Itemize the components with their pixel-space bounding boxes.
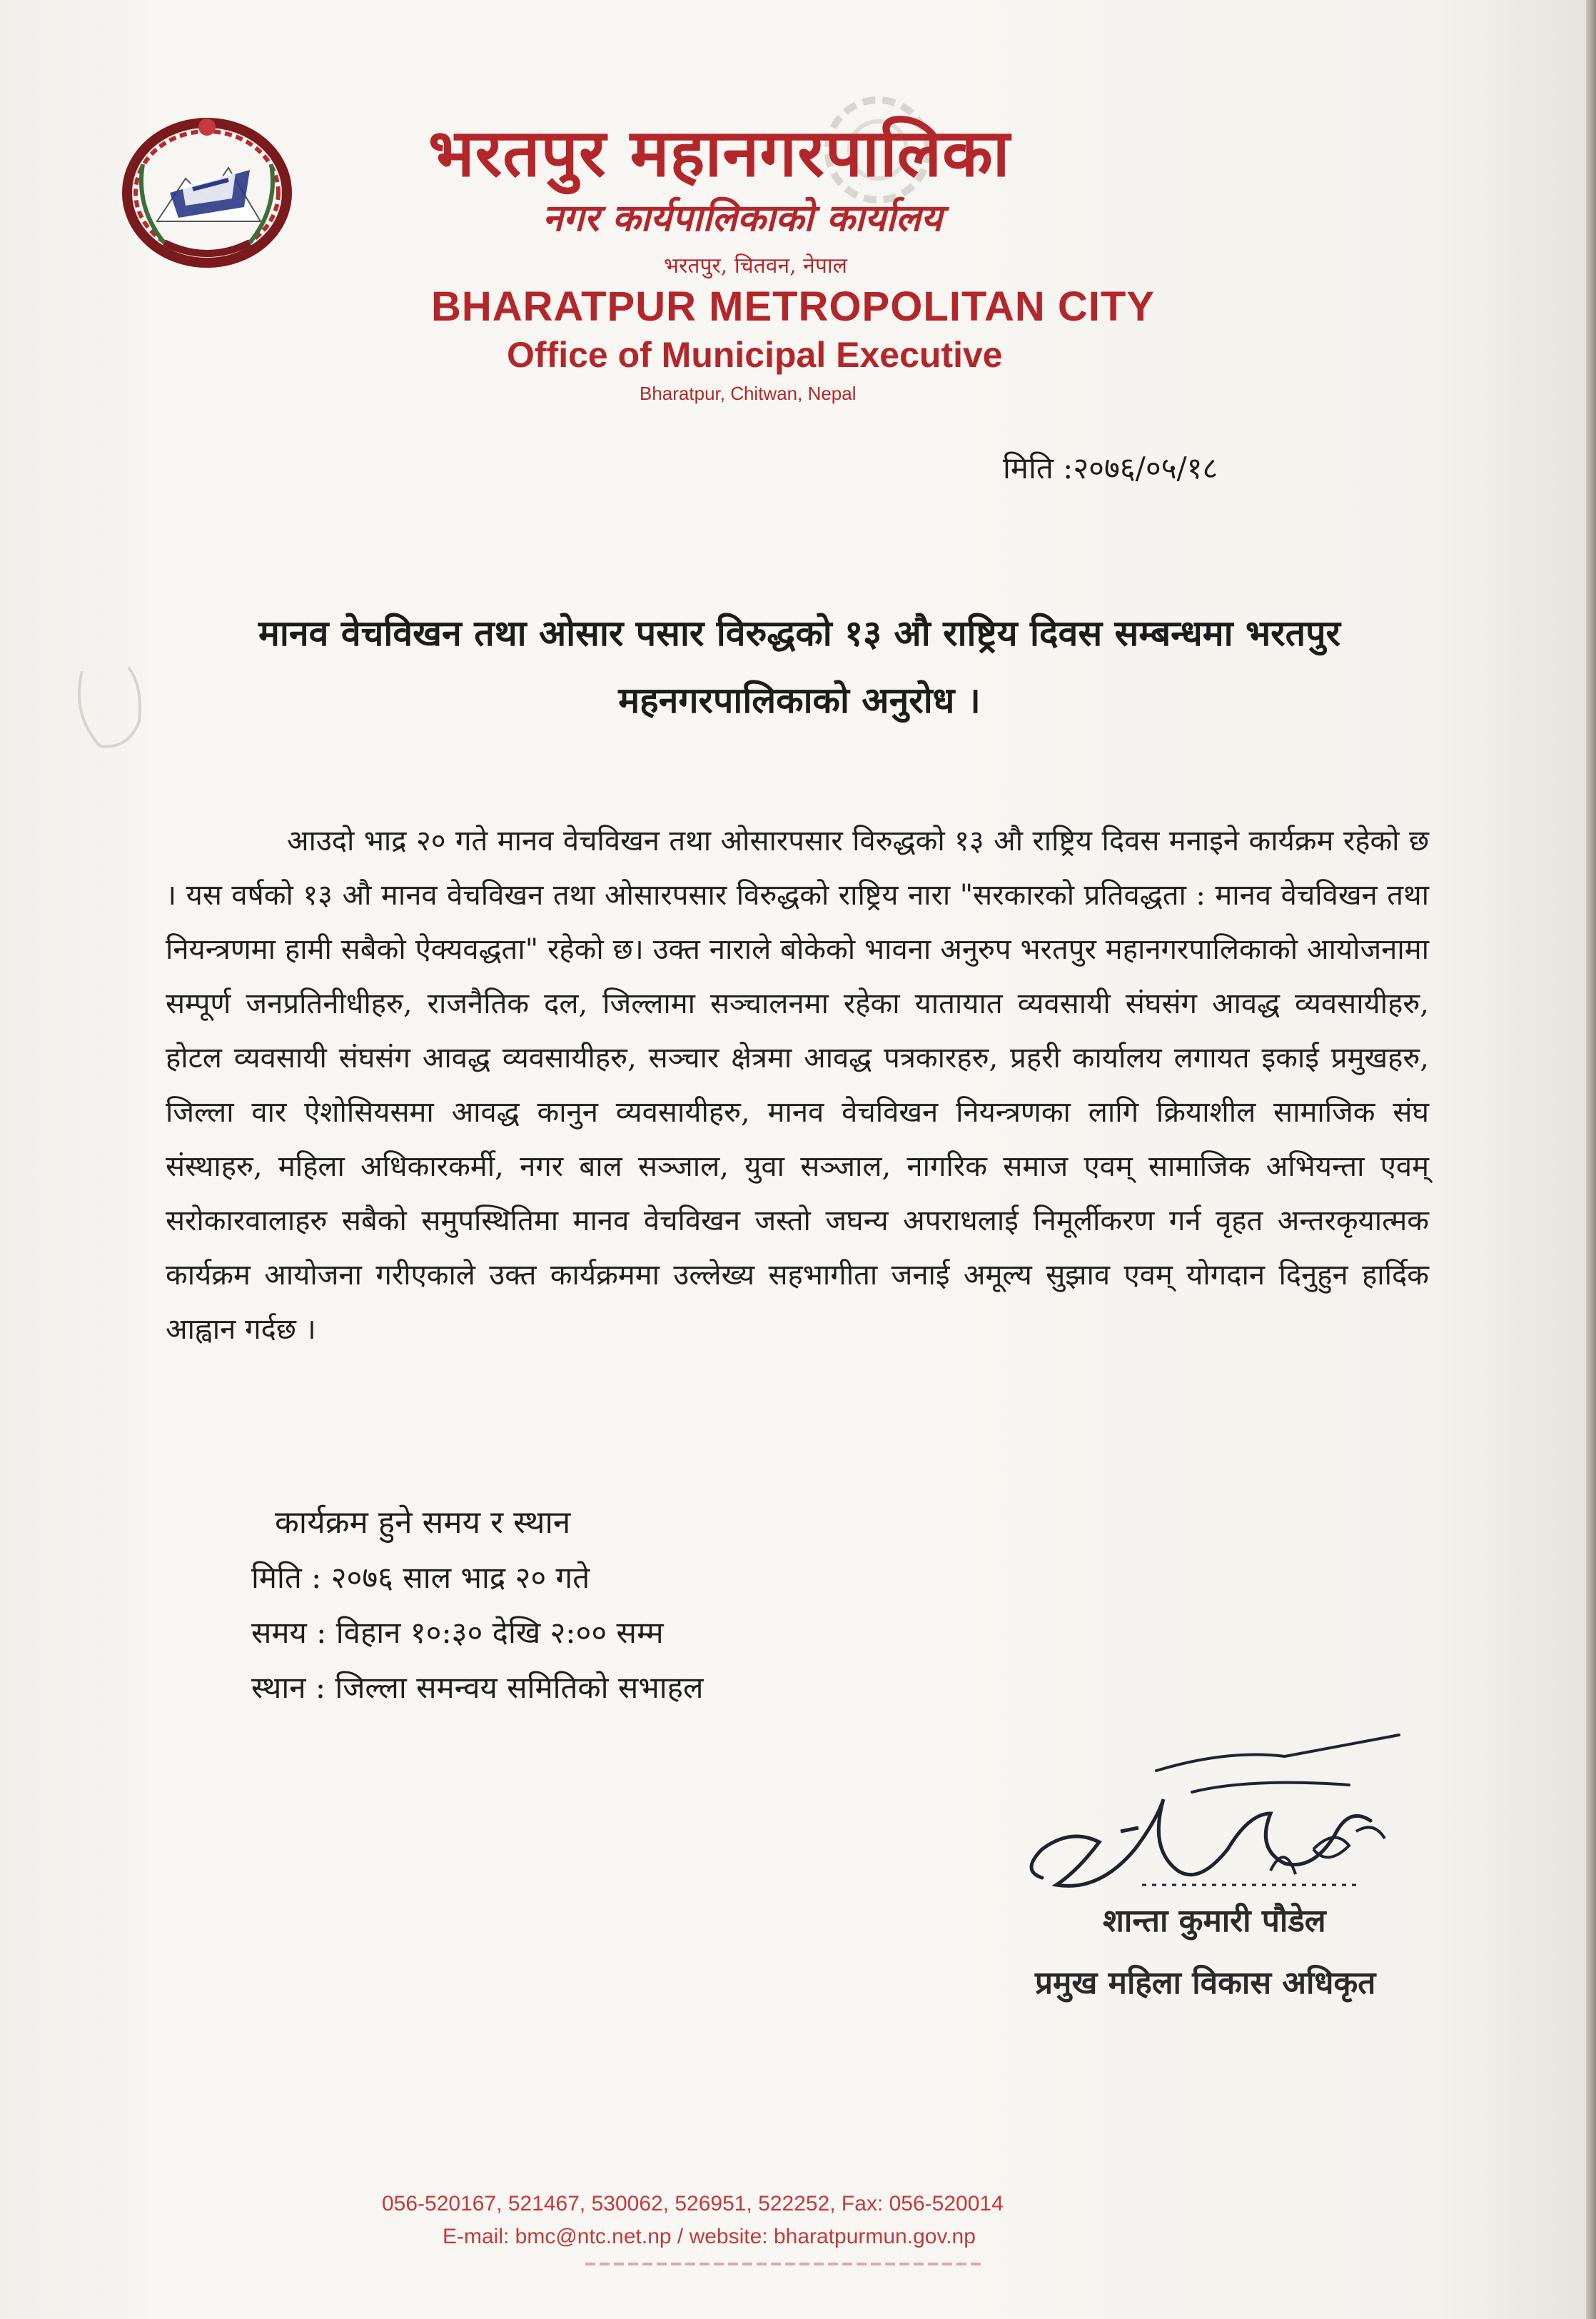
letter-date: मिति :२०७६/०५/१८ [1003, 451, 1218, 486]
letter-body: आउदो भाद्र २० गते मानव वेचविखन तथा ओसारपसार विरुद्धको १३ औ राष्ट्रिय दिवस मनाइने कार्यक्रम रहेको छ । यस वर्षको १३ औ मानव वेचविखन तथा ओसारपसार विरुद्धको राष्ट्रिय नारा "सरकारको प्रतिवद्धता : मानव वेचविखन तथा नियन्त्रणमा हामी सबैको ऐक्यवद्धता" रहेको छ। उक्त नाराले बोकेको भावना अनुरुप भरतपुर महानगरपालिकाको आयोजनामा सम्पूर्ण जनप्रतिनीधीहरु, राजनैतिक दल, जिल्लामा सञ्चालनमा रहेका यातायात व्यवसायी संघसंग आवद्ध व्यवसायीहरु, होटल व्यवसायी संघसंग आवद्ध व्यवसायीहरु, सञ्चार क्षेत्रमा आवद्ध पत्रकारहरु, प्रहरी कार्यालय लगायत इकाई प्रमुखहरु, जिल्ला वार ऐशोसियसमा आवद्ध कानुन व्यवसायीहरु, मानव वेचविखन नियन्त्रणका लागि क्रियाशील सामाजिक संघ संस्थाहरु, महिला अधिकारकर्मी, नगर बाल सञ्जाल, युवा सञ्जाल, नागरिक समाज एवम् सामाजिक अभियन्ता एवम् सरोकारवालाहरु सबैको समुपस्थितिमा मानव वेचविखन जस्तो जघन्य अपराधलाई निमूर्लीकरण गर्न वृहत अन्तरकृयात्मक कार्यक्रम आयोजना गरीएकाले उक्त कार्यक्रममा उल्लेख्य सहभागीता जनाई अमूल्य सुझाव एवम् योगदान दिनुहुन हार्दिक आह्वान गर्दछ । [166, 825, 1429, 1346]
letterhead-title-en: BHARATPUR METROPOLITAN CITY [431, 283, 1156, 330]
program-time: समय : विहान १०:३० देखि २:०० सम्म [251, 1615, 664, 1650]
program-heading: कार्यक्रम हुने समय र स्थान [275, 1504, 571, 1541]
signatory-name: शान्ता कुमारी पौडेल [1103, 1903, 1326, 1939]
nepal-government-emblem-icon [114, 100, 300, 271]
program-date: मिति : २०७६ साल भाद्र २० गते [251, 1560, 590, 1595]
footer-email-website: E-mail: bmc@ntc.net.np / website: bharatpurmun.gov.np [443, 2225, 976, 2248]
letterhead-subtitle-en: Office of Municipal Executive [507, 335, 1003, 375]
footer-phone-numbers: 056-520167, 521467, 530062, 526951, 522252, Fax: 056-520014 [382, 2192, 1004, 2215]
footer-fine-print-line-icon [585, 2259, 985, 2269]
handwritten-signature-icon [1014, 1706, 1413, 1913]
program-venue: स्थान : जिल्ला समन्वय समितिको सभाहल [251, 1670, 704, 1705]
letterhead-address-np: भरतपुर, चितवन, नेपाल [664, 253, 847, 278]
letter-subject: मानव वेचविखन तथा ओसार पसार विरुद्धको १३ औ राष्ट्रिय दिवस सम्बन्धमा भरतपुर महनगरपालिकाको अनुरोध । [258, 612, 1340, 721]
faint-hole-mark-icon [71, 657, 150, 757]
letterhead-address-en: Bharatpur, Chitwan, Nepal [640, 383, 857, 404]
page-edge-shadow [1586, 0, 1596, 2319]
letterhead-title-np: भरतपुर महानगरपालिका [428, 114, 1011, 191]
signatory-title: प्रमुख महिला विकास अधिकृत [1035, 1965, 1376, 2001]
letterhead-subtitle-np: नगर कार्यपालिकाको कार्यालय [542, 196, 943, 240]
